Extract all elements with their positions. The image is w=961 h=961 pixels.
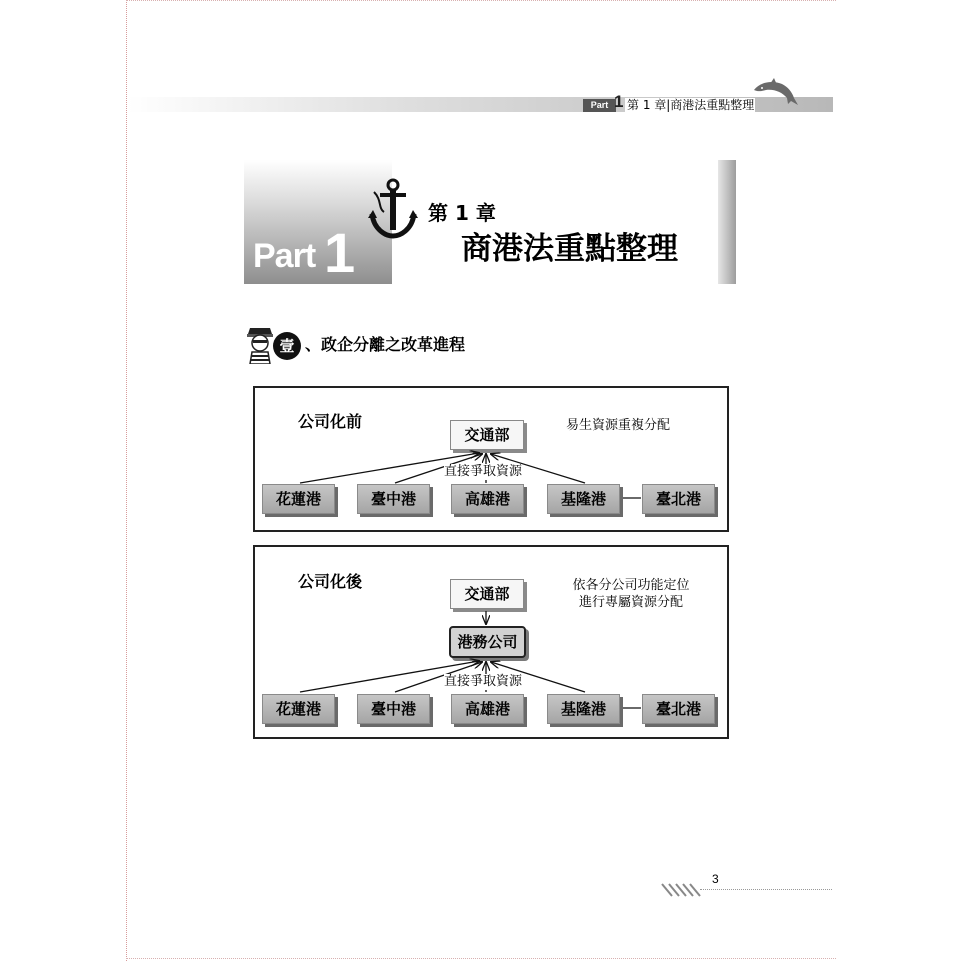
port-box-taipei: 臺北港: [642, 694, 715, 724]
sailor-mascot-icon: [244, 326, 276, 364]
section-title: 、政企分離之改革進程: [305, 335, 466, 354]
banner-part-text: Part: [253, 237, 316, 275]
section-number-badge: 壹: [273, 332, 301, 360]
port-box-kaohsiung: 高雄港: [451, 484, 524, 514]
page-margin-guide-top: [126, 0, 836, 1]
banner-part-number: 1: [324, 221, 356, 284]
chapter-label: 第 1 章: [428, 201, 496, 225]
ministry-box: 交通部: [450, 579, 524, 609]
port-box-keelung: 基隆港: [547, 694, 620, 724]
footer-rule: [700, 889, 832, 890]
port-box-taichung: 臺中港: [357, 484, 430, 514]
port-box-taichung: 臺中港: [357, 694, 430, 724]
arrow-label: 直接爭取資源: [444, 464, 523, 479]
port-company-box: 港務公司: [449, 626, 526, 658]
header-part-badge: Part: [583, 99, 616, 112]
header-part-number: 1: [614, 92, 624, 111]
ministry-box: 交通部: [450, 420, 524, 450]
port-box-kaohsiung: 高雄港: [451, 694, 524, 724]
anchor-icon: [368, 178, 418, 240]
footer-stripes-icon: [660, 882, 704, 898]
page-margin-guide-left: [126, 0, 127, 961]
diagram-after-title: 公司化後: [298, 572, 363, 591]
dolphin-icon: [752, 78, 800, 110]
diagram-before-title: 公司化前: [298, 412, 363, 431]
port-box-hualien: 花蓮港: [262, 694, 335, 724]
page-margin-guide-bottom: [126, 958, 836, 959]
note-line-1: 依各分公司功能定位: [572, 578, 690, 593]
chapter-title: 商港法重點整理: [461, 231, 678, 267]
note-line-2: 進行專屬資源分配: [578, 595, 683, 610]
arrow-label: 直接爭取資源: [444, 674, 523, 689]
note-line-1: 易生資源重複分配: [566, 418, 671, 433]
page-number: 3: [712, 872, 719, 886]
header-chapter-title: 第 1 章|商港法重點整理: [627, 98, 755, 112]
port-box-keelung: 基隆港: [547, 484, 620, 514]
port-box-taipei: 臺北港: [642, 484, 715, 514]
chapter-banner-edge: [718, 160, 736, 284]
port-box-hualien: 花蓮港: [262, 484, 335, 514]
